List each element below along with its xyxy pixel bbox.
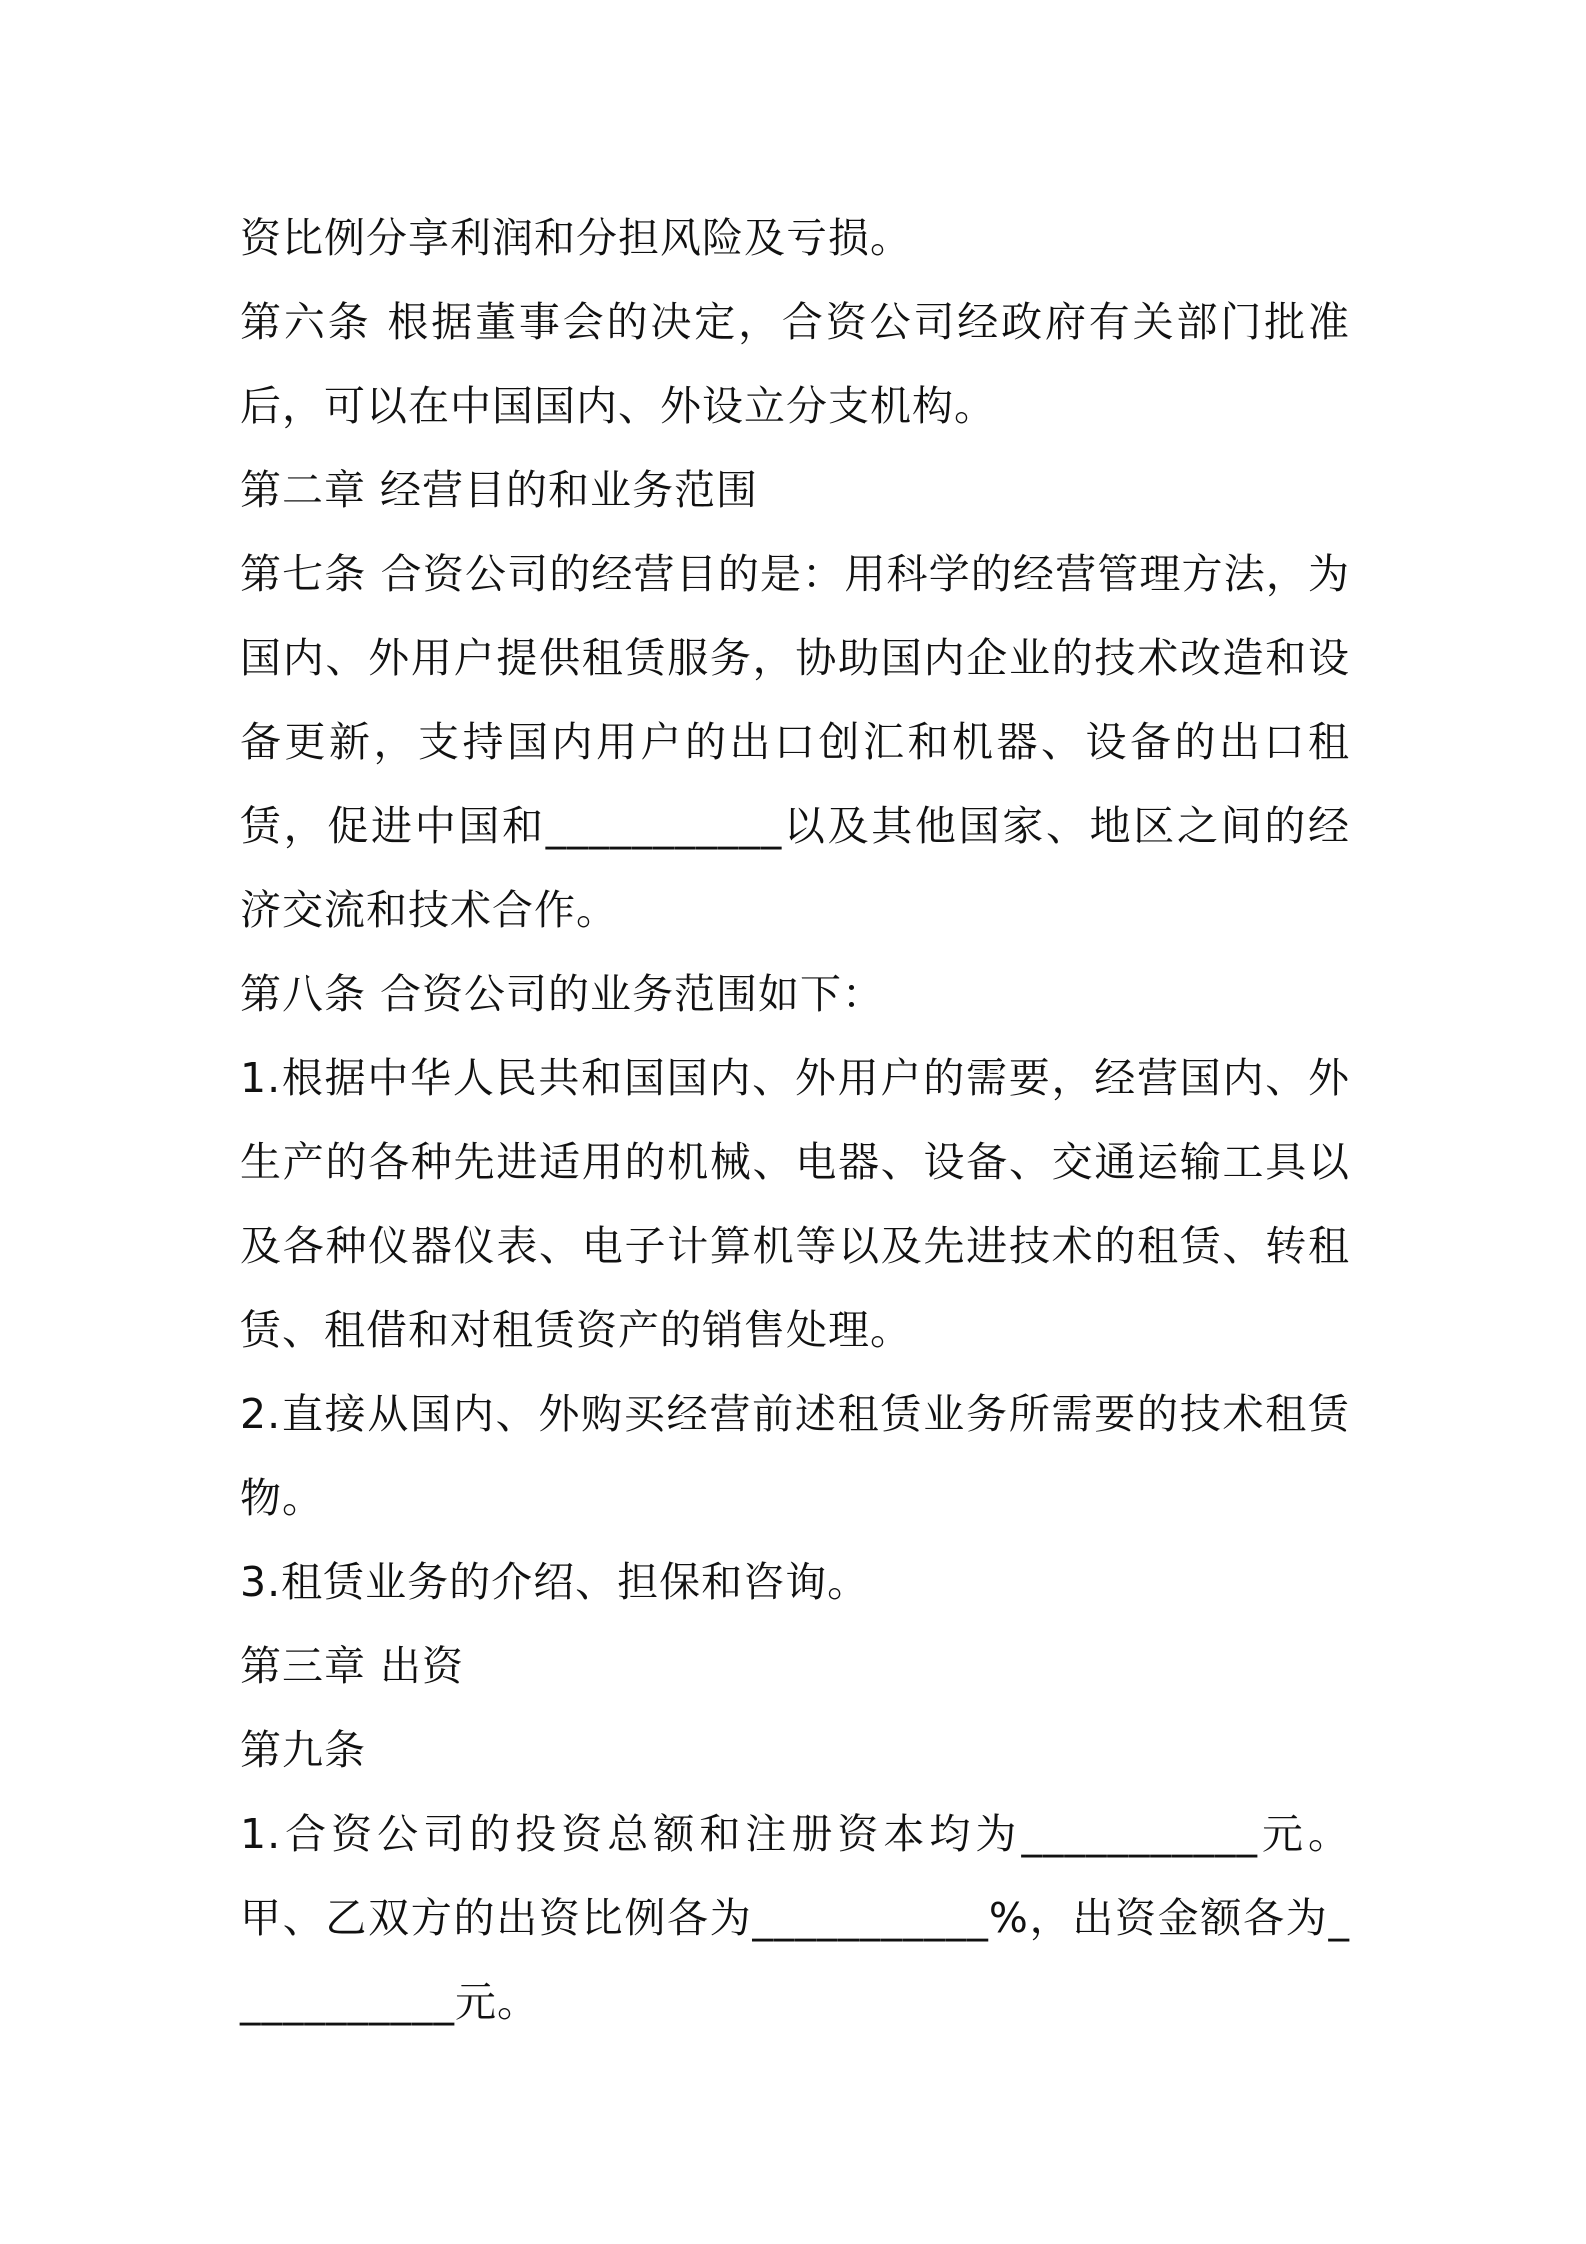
chapter-2-heading: 第二章 经营目的和业务范围 xyxy=(240,466,759,514)
article-9-item-1: 1.合资公司的投资总额和注册资本均为___________元。甲、乙双方的出资比例各为___________%，出资金额各为___________元。 xyxy=(240,1810,1350,2026)
article-9-heading: 第九条 xyxy=(240,1726,366,1774)
article-7: 第七条 合资公司的经营目的是：用科学的经营管理方法，为国内、外用户提供租赁服务，协助国内企业的技术改造和设备更新，支持国内用户的出口创汇和机器、设备的出口租赁，促进中国和___________以及其他国家、地区之间的经济交流和技术合作。 xyxy=(240,550,1350,934)
article-6: 第六条 根据董事会的决定，合资公司经政府有关部门批准后，可以在中国国内、外设立分支机构。 xyxy=(240,298,1350,430)
article-8-item-3: 3.租赁业务的介绍、担保和咨询。 xyxy=(240,1558,870,1606)
article-8-item-2: 2.直接从国内、外购买经营前述租赁业务所需要的技术租赁物。 xyxy=(240,1390,1350,1522)
article-8: 第八条 合资公司的业务范围如下： xyxy=(240,970,885,1018)
paragraph-profit-sharing: 资比例分享利润和分担风险及亏损。 xyxy=(240,214,912,262)
document-body xyxy=(240,196,1350,2044)
chapter-3-heading: 第三章 出资 xyxy=(240,1642,465,1690)
article-8-item-1: 1.根据中华人民共和国国内、外用户的需要，经营国内、外生产的各种先进适用的机械、电器、设备、交通运输工具以及各种仪器仪表、电子计算机等以及先进技术的租赁、转租赁、租借和对租赁资产的销售处理。 xyxy=(240,1054,1350,1354)
